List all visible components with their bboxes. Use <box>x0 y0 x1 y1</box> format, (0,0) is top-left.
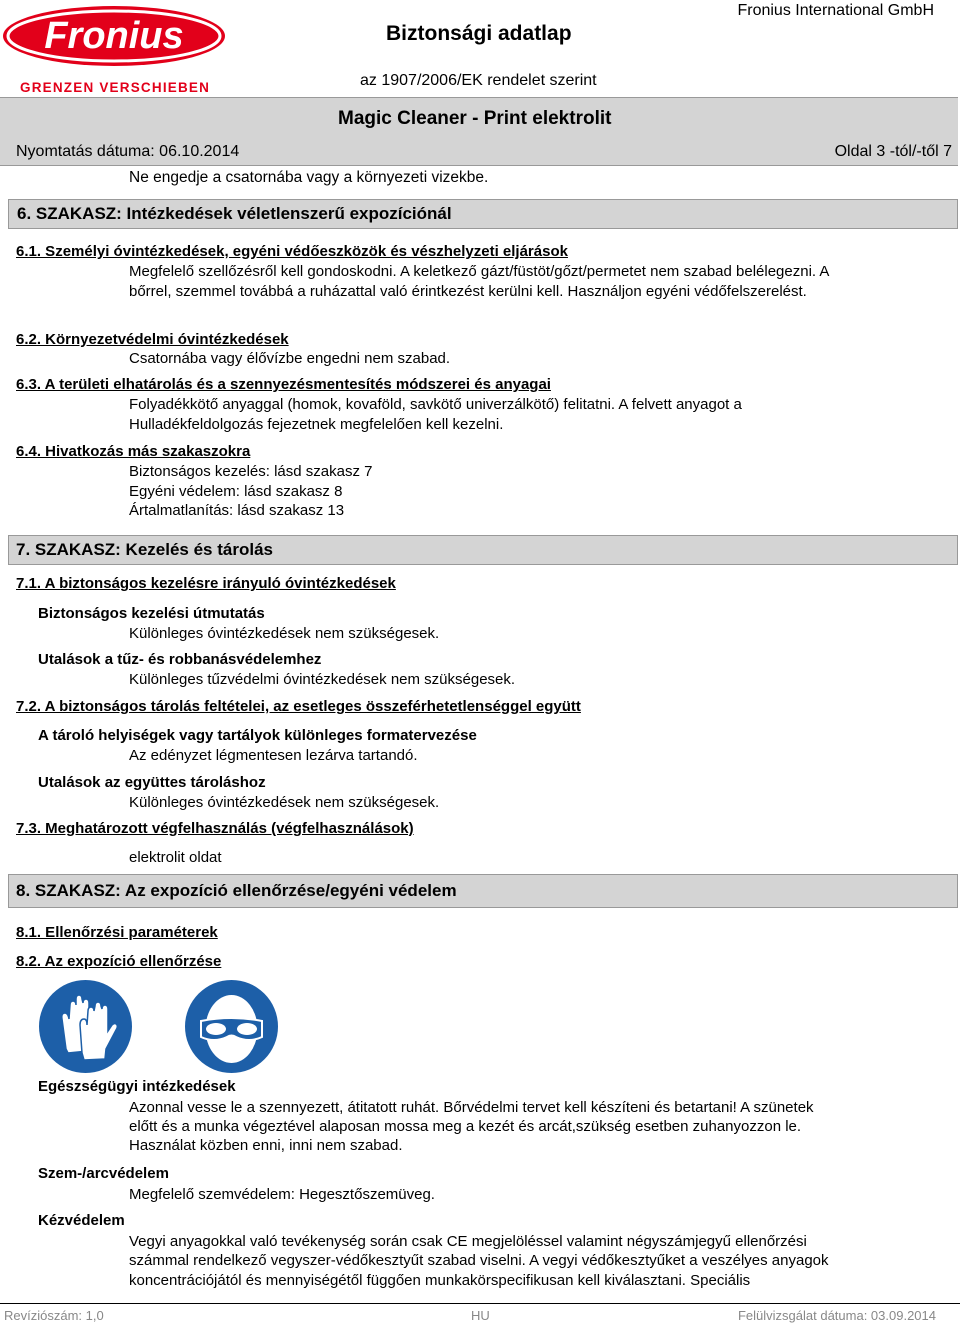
s71-text2: Különleges tűzvédelmi óvintézkedések nem szükségesek. <box>129 671 516 688</box>
s61-line1: Megfelelő szellőzésről kell gondoskodni. A keletkező gázt/füstöt/gőzt/permetet nem szabad belélegezni. A <box>129 263 830 280</box>
carryover-text: Ne engedje a csatornába vagy a környezeti vizekbe. <box>129 169 489 186</box>
gloves-icon <box>38 979 133 1074</box>
s63-line1: Folyadékkötő anyaggal (homok, kovaföld, savkötő univerzálkötő) felitatni. A felvett anyagot a <box>129 396 742 413</box>
s61-title: 6.1. Személyi óvintézkedések, egyéni védőeszközök és vészhelyzeti eljárások <box>16 243 568 260</box>
footer-language: HU <box>471 1308 490 1323</box>
health-line1: Azonnal vesse le a szennyezett, átitatott ruhát. Bőrvédelmi tervet kell készíteni és betartani! A szünetek <box>129 1099 814 1116</box>
s71-text1: Különleges óvintézkedések nem szükségesek. <box>129 625 440 642</box>
health-line3: Használat közben enni, inni nem szabad. <box>129 1137 403 1154</box>
s63-title: 6.3. A területi elhatárolás és a szennyezésmentesítés módszerei és anyagai <box>16 376 551 393</box>
s72-title: 7.2. A biztonságos tárolás feltételei, az esetleges összeférhetetlenséggel együtt <box>16 698 581 715</box>
s64-title: 6.4. Hivatkozás más szakaszokra <box>16 443 251 460</box>
footer-revision: Revíziószám: 1,0 <box>4 1308 104 1323</box>
print-date: Nyomtatás dátuma: 06.10.2014 <box>16 143 240 160</box>
s72-text2: Különleges óvintézkedések nem szükségesek. <box>129 794 440 811</box>
s72-text1: Az edényzet légmentesen lezárva tartandó. <box>129 747 418 764</box>
hand-line2: számmal rendelkező vegyszer-védőkesztyűt szabad viselni. A vegyi védőkesztyűket a veszélyes anyagok <box>129 1252 829 1269</box>
logo-text: Fronius <box>44 15 184 57</box>
s82-title: 8.2. Az expozíció ellenőrzése <box>16 953 222 970</box>
section-7-bar <box>8 535 958 565</box>
s71-title: 7.1. A biztonságos kezelésre irányuló óvintézkedések <box>16 575 396 592</box>
s64-line3: Ártalmatlanítás: lásd szakasz 13 <box>129 502 345 519</box>
regulation-text: az 1907/2006/EK rendelet szerint <box>360 72 597 89</box>
s62-line1: Csatornába vagy élővízbe engedni nem szabad. <box>129 350 451 367</box>
s73-text1: elektrolit oldat <box>129 849 222 866</box>
s72-label2: Utalások az együttes tároláshoz <box>38 774 266 791</box>
section-6-bar <box>8 199 958 229</box>
s81-title: 8.1. Ellenőrzési paraméterek <box>16 924 218 941</box>
s62-title: 6.2. Környezetvédelmi óvintézkedések <box>16 331 289 348</box>
health-label: Egészségügyi intézkedések <box>38 1078 236 1095</box>
s72-label1: A tároló helyiségek vagy tartályok különleges formatervezése <box>38 727 477 744</box>
s61-line2: bőrrel, szemmel továbbá a ruházattal való érintkezést kerülni kell. Használjon egyéni védőfelszerelést. <box>129 283 807 300</box>
s71-label2: Utalások a tűz- és robbanásvédelemhez <box>38 651 322 668</box>
section-8-bar <box>8 874 958 908</box>
eye-label: Szem-/arcvédelem <box>38 1165 169 1182</box>
s73-title: 7.3. Meghatározott végfelhasználás (végfelhasználások) <box>16 820 414 837</box>
hand-line1: Vegyi anyagokkal való tevékenység során csak CE megjelöléssel valamint négyszámjegyű ellenőrzési <box>129 1233 807 1250</box>
section-7-title: 7. SZAKASZ: Kezelés és tárolás <box>16 540 273 559</box>
footer-review-date: Felülvizsgálat dátuma: 03.09.2014 <box>737 1308 936 1323</box>
product-name: Magic Cleaner - Print elektrolit <box>338 108 612 129</box>
page-number: Oldal 3 -tól/-től 7 <box>834 143 952 160</box>
company-name: Fronius International GmbH <box>737 2 934 19</box>
footer-divider <box>0 1303 960 1304</box>
section-8-title: 8. SZAKASZ: Az expozíció ellenőrzése/egyéni védelem <box>16 881 457 900</box>
s64-line2: Egyéni védelem: lásd szakasz 8 <box>129 483 343 500</box>
s71-label1: Biztonságos kezelési útmutatás <box>38 605 265 622</box>
logo-tagline: GRENZEN VERSCHIEBEN <box>20 80 211 95</box>
eye-line1: Megfelelő szemvédelem: Hegesztőszemüveg. <box>129 1186 435 1203</box>
health-line2: előtt és a munka végeztével alaposan mossa meg a kezét és arcát,szükség esetben zuhanyozzon le. <box>129 1118 802 1135</box>
s64-line1: Biztonságos kezelés: lásd szakasz 7 <box>129 463 373 480</box>
hand-line3: koncentrációjától és mennyiségétől függően munkakörspecifikusan kell kiválasztani. Speciális <box>129 1272 751 1289</box>
goggles-icon <box>184 979 279 1074</box>
s63-line2: Hulladékfeldolgozás fejezetnek megfelelően kell kezelni. <box>129 416 504 433</box>
section-6-title: 6. SZAKASZ: Intézkedések véletlenszerű expozíciónál <box>17 204 452 223</box>
hand-label: Kézvédelem <box>38 1212 125 1229</box>
fronius-logo <box>0 0 230 96</box>
document-title: Biztonsági adatlap <box>386 22 572 45</box>
